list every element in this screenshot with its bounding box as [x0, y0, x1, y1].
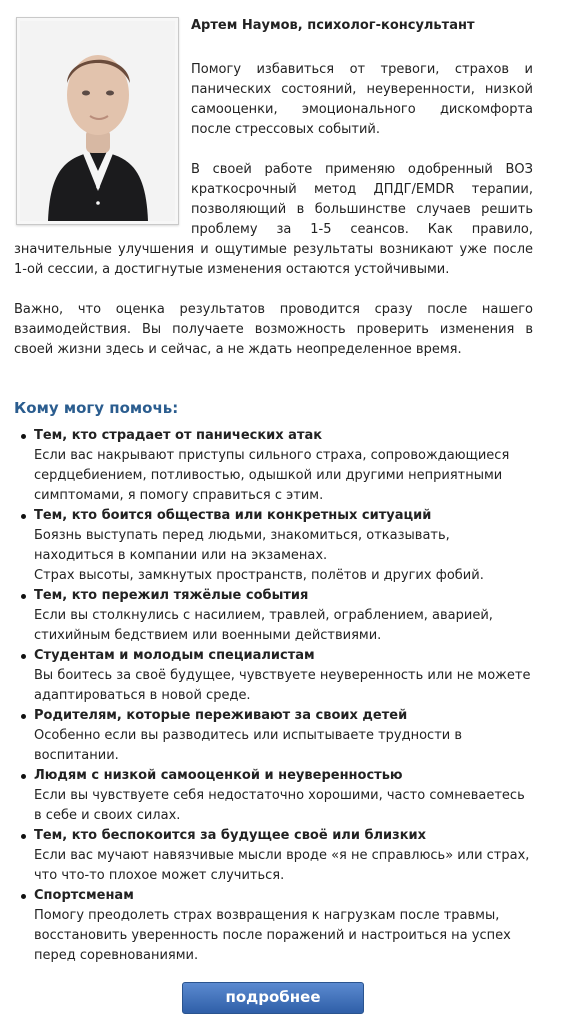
- help-item-title: Тем, кто страдает от панических атак: [34, 428, 323, 443]
- help-item-text: Если вас мучают навязчивые мысли вроде «я не справлюсь» или страх, что что-то плохое может случиться.: [34, 848, 530, 883]
- help-item-text: Помогу преодолеть страх возвращения к нагрузкам после травмы, восстановить уверенность после поражений и настроиться на успех перед соревнованиями.: [34, 908, 511, 963]
- help-item-title: Тем, кто пережил тяжёлые события: [34, 588, 309, 603]
- help-item-title: Спортсменам: [34, 888, 134, 903]
- help-item-title: Тем, кто беспокоится за будущее своё или близких: [34, 828, 427, 843]
- help-item-trauma: [18, 586, 533, 646]
- help-item-title: Родителям, которые переживают за своих детей: [34, 708, 408, 723]
- help-item-social-fear: [18, 506, 533, 586]
- help-item-text: Боязнь выступать перед людьми, знакомиться, отказывать, находиться в компании или на экзаменах.: [34, 528, 450, 563]
- intro-paragraph-3: Важно, что оценка результатов проводится сразу после нашего взаимодействия. Вы получаете возможность проверить изменения в своей жизни здесь и сейчас, а не ждать неопределенное время.: [14, 302, 533, 357]
- help-item-panic: [18, 426, 533, 506]
- help-item-text: Если вы чувствуете себя недостаточно хорошими, часто сомневаетесь в себе и своих силах.: [34, 788, 525, 823]
- more-button[interactable]: подробнее: [182, 982, 364, 1014]
- help-item-future-anxiety: [18, 826, 533, 886]
- author-photo: [16, 17, 179, 225]
- help-item-title: Людям с низкой самооценкой и неуверенностью: [34, 768, 403, 783]
- author-name: Артем Наумов, психолог-консультант: [191, 18, 475, 33]
- help-item-text: Если вы столкнулись с насилием, травлей, ограблением, аварией, стихийным бедствием или военными действиями.: [34, 608, 493, 643]
- help-item-title: Студентам и молодым специалистам: [34, 648, 315, 663]
- intro-paragraph-2: В своей работе применяю одобренный ВОЗ краткосрочный метод ДПДГ/EMDR терапии, позволяющий в большинстве случаев решить проблему за 1-5 сеансов. Как правило, значительные улучшения и ощутимые результаты возникают уже после 1-ой сессии, а достигнутые изменения остаются устойчивыми.: [14, 162, 533, 277]
- help-item-parents: [18, 706, 533, 766]
- help-item-athletes: [18, 886, 533, 966]
- intro-paragraph-1: Помогу избавиться от тревоги, страхов и панических состояний, неуверенности, низкой самооценки, эмоционального дискомфорта после стрессовых событий.: [191, 62, 533, 137]
- help-list: [14, 426, 533, 966]
- help-item-text: Особенно если вы разводитесь или испытываете трудности в воспитании.: [34, 728, 463, 763]
- help-heading: Кому могу помочь:: [14, 399, 179, 417]
- help-item-title: Тем, кто боится общества или конкретных ситуаций: [34, 508, 432, 523]
- help-item-self-esteem: [18, 766, 533, 826]
- help-item-students: [18, 646, 533, 706]
- help-item-text-secondary: Страх высоты, замкнутых пространств, полётов и других фобий.: [34, 568, 484, 583]
- help-item-text: Вы боитесь за своё будущее, чувствуете неуверенность или не можете адаптироваться в новой среде.: [34, 668, 531, 703]
- portrait-image: [20, 21, 175, 221]
- help-item-text: Если вас накрывают приступы сильного страха, сопровождающиеся сердцебиением, потливостью, одышкой или другими неприятными симптомами, я помогу справиться с этим.: [34, 448, 510, 503]
